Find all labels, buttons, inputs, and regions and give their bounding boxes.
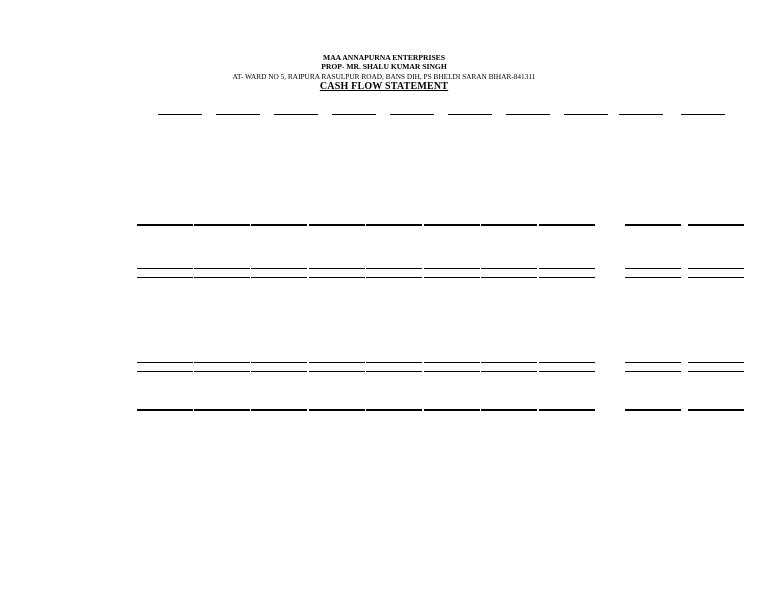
- total-rule: [366, 277, 422, 278]
- total-rule: [137, 362, 193, 363]
- table-cell: [309, 409, 365, 411]
- header-underline: [332, 114, 376, 115]
- total-rule: [424, 362, 480, 363]
- proprietor-line: PROP- MR. SHALU KUMAR SINGH: [321, 62, 447, 71]
- total-rule: [688, 362, 744, 363]
- statement-title: CASH FLOW STATEMENT: [319, 81, 449, 92]
- total-rule: [251, 277, 307, 278]
- total-rule: [688, 268, 744, 269]
- total-rule: [194, 277, 250, 278]
- address-line: AT- WARD NO 5, RAIPURA RASULPUR ROAD, BANS DIH, PS BHELDI SARAN BIHAR-841311: [232, 72, 536, 81]
- total-rule: [194, 371, 250, 372]
- header-underline: [619, 114, 663, 115]
- table-cell: [481, 224, 537, 226]
- total-rule: [424, 277, 480, 278]
- total-rule: [366, 268, 422, 269]
- total-rule: [309, 277, 365, 278]
- table-cell: [688, 224, 744, 226]
- header-underline: [506, 114, 550, 115]
- table-cell: [688, 409, 744, 411]
- total-rule: [481, 371, 537, 372]
- total-rule: [194, 268, 250, 269]
- header-underline: [681, 114, 725, 115]
- table-cell: [366, 409, 422, 411]
- total-rule: [137, 371, 193, 372]
- total-rule: [688, 277, 744, 278]
- total-rule: [625, 371, 681, 372]
- table-cell: [539, 224, 595, 226]
- table-cell: [481, 409, 537, 411]
- table-cell: [251, 224, 307, 226]
- total-rule: [539, 268, 595, 269]
- header-underline: [216, 114, 260, 115]
- total-rule: [625, 362, 681, 363]
- table-cell: [194, 224, 250, 226]
- total-rule: [539, 277, 595, 278]
- total-rule: [366, 362, 422, 363]
- table-cell: [251, 409, 307, 411]
- total-rule: [481, 277, 537, 278]
- total-rule: [309, 268, 365, 269]
- total-rule: [424, 371, 480, 372]
- total-rule: [688, 371, 744, 372]
- header-underline: [564, 114, 608, 115]
- table-cell: [194, 409, 250, 411]
- total-rule: [424, 268, 480, 269]
- total-rule: [137, 277, 193, 278]
- header-underline: [448, 114, 492, 115]
- table-cell: [424, 224, 480, 226]
- total-rule: [309, 362, 365, 363]
- table-cell: [137, 224, 193, 226]
- company-name: MAA ANNAPURNA ENTERPRISES: [323, 53, 445, 62]
- total-rule: [625, 277, 681, 278]
- total-rule: [481, 268, 537, 269]
- total-rule: [539, 371, 595, 372]
- total-rule: [194, 362, 250, 363]
- total-rule: [251, 268, 307, 269]
- total-rule: [309, 371, 365, 372]
- table-cell: [625, 409, 681, 411]
- total-rule: [539, 362, 595, 363]
- table-cell: [424, 409, 480, 411]
- table-cell: [137, 409, 193, 411]
- total-rule: [481, 362, 537, 363]
- header-underline: [390, 114, 434, 115]
- table-cell: [366, 224, 422, 226]
- table-cell: [625, 224, 681, 226]
- table-cell: [539, 409, 595, 411]
- total-rule: [625, 268, 681, 269]
- total-rule: [137, 268, 193, 269]
- header-underline: [274, 114, 318, 115]
- table-cell: [309, 224, 365, 226]
- total-rule: [251, 371, 307, 372]
- header-underline: [158, 114, 202, 115]
- total-rule: [251, 362, 307, 363]
- total-rule: [366, 371, 422, 372]
